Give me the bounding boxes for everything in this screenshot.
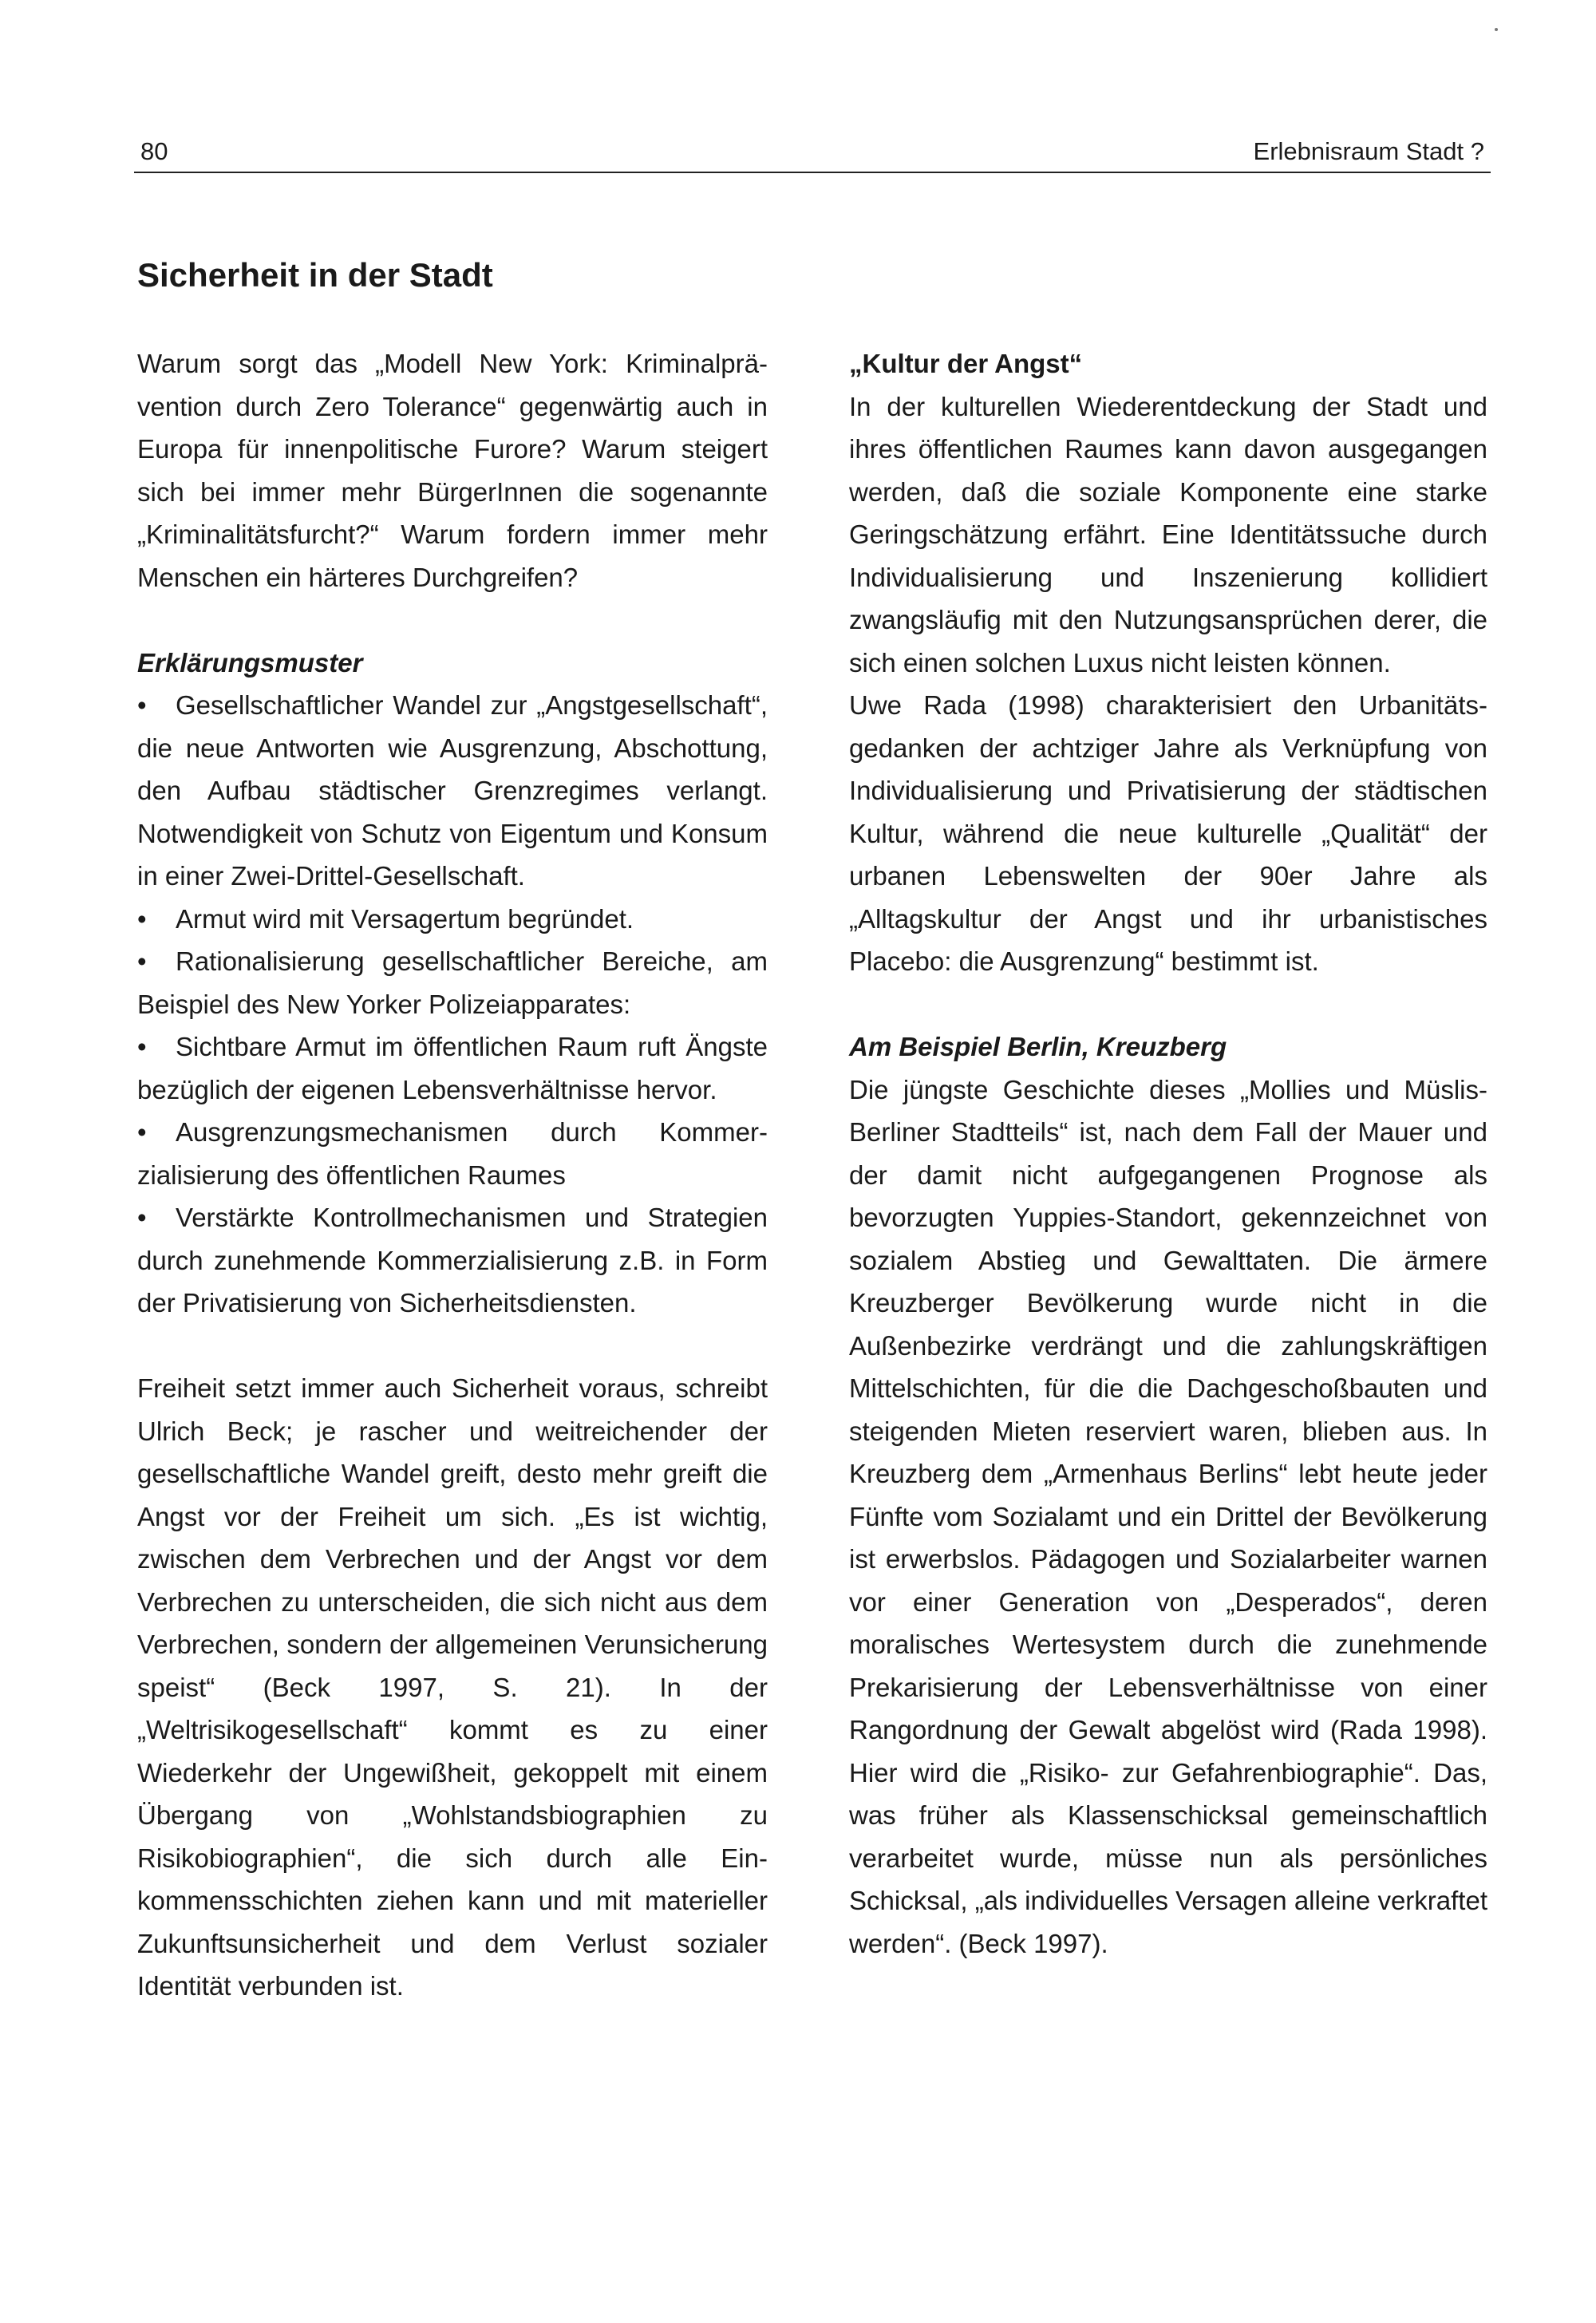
- bullet-item: • Gesellschaftlicher Wandel zur „Angstgesellschaft“, die neue Antworten wie Ausgrenzung, Abschottung, den Aufbau städtischer Grenzregimes verlangt. Notwendigkeit von Schutz von Eigentum und Konsum in einer Zwei-Drittel-Gesellschaft.: [137, 684, 768, 898]
- page-header: [134, 132, 1491, 173]
- running-title: Erlebnisraum Stadt ?: [1253, 137, 1484, 165]
- berlin-heading: Am Beispiel Berlin, Kreuzberg: [849, 1032, 1227, 1061]
- page-number: 80: [140, 137, 168, 165]
- intro-paragraph: Warum sorgt das „Modell New York: Kriminalprävention durch Zero Tolerance“ gegenwärtig auch in Europa für innenpolitische Furore? Warum steigert sich bei immer mehr BürgerInnen die sogenannte „Kriminalitätsfurcht?“ Warum fordern immer mehr Menschen ein härteres Durchgreifen?: [137, 349, 768, 592]
- bullet-item: • Ausgrenzungsmechanismen durch Kommerzialisierung des öffentlichen Raumes: [137, 1111, 768, 1196]
- bullet-icon: •: [137, 1203, 147, 1232]
- kultur-heading: „Kultur der Angst“: [849, 349, 1083, 378]
- erklaerung-heading: Erklärungsmuster: [137, 647, 363, 678]
- bullet-icon: •: [137, 1032, 147, 1061]
- bullet-item: • Rationalisierung gesellschaftlicher Bereiche, am Beispiel des New Yorker Polizeiapparates:: [137, 940, 768, 1025]
- kultur-paragraph-1: In der kulturellen Wiederentdeckung der Stadt und ihres öffentlichen Raumes kann davon ausgegangen werden, daß die soziale Komponente eine starke Geringschätzung erfährt. Eine Identitätssuche durch Individualisierung und Inszenierung kollidiert zwangsläufig mit den Nutzungsansprüchen derer, die sich einen solchen Luxus nicht leisten können.: [849, 391, 1487, 678]
- bullet-icon: •: [137, 903, 147, 934]
- bullet-icon: •: [137, 690, 147, 720]
- bullet-icon: •: [137, 946, 147, 976]
- page-title: Sicherheit in der Stadt: [137, 256, 493, 294]
- bullet-item: • Armut wird mit Versagertum begründet.: [137, 898, 768, 941]
- right-column: [849, 342, 1487, 1965]
- scan-speck: [1495, 28, 1498, 31]
- bullet-icon: •: [137, 1117, 147, 1147]
- left-column: [137, 342, 768, 2008]
- bullet-item: • Sichtbare Armut im öffentlichen Raum ruft Ängste bezüglich der eigenen Lebensverhältnisse hervor.: [137, 1025, 768, 1111]
- kultur-paragraph-2: Uwe Rada (1998) charakterisiert den Urbanitätsgedanken der achtziger Jahre als Verknüpfung von Individualisierung und Privatisierung der städtischen Kultur, während die neue kulturelle „Qualität“ der urbanen Lebenswelten der 90er Jahre als „Alltagskultur der Angst und ihr urbanistisches Placebo: die Ausgrenzung“ bestimmt ist.: [849, 690, 1487, 976]
- freiheit-paragraph: Freiheit setzt immer auch Sicherheit voraus, schreibt Ulrich Beck; je rascher und weitreichender der gesellschaftliche Wandel greift, desto mehr greift die Angst vor der Freiheit um sich. „Es ist wichtig, zwischen dem Verbrechen und der Angst vor dem Verbrechen zu unterscheiden, die sich nicht aus dem Verbrechen, sondern der allgemeinen Verunsicherung speist“ (Beck 1997, S. 21). In der „Weltrisikogesellschaft“ kommt es zu einer Wiederkehr der Ungewißheit, gekoppelt mit einem Übergang von „Wohlstandsbiographien zu Risikobiographien“, die sich durch alle Einkommensschichten ziehen kann und mit materieller Zukunftsunsicherheit und dem Verlust sozialer Identität verbunden ist.: [137, 1373, 768, 2001]
- bullet-item: • Verstärkte Kontrollmechanismen und Strategien durch zunehmende Kommerzialisierung z.B. in Form der Privatisierung von Sicherheitsdiensten.: [137, 1196, 768, 1325]
- berlin-paragraph: Die jüngste Geschichte dieses „Mollies und Müslis-Berliner Stadtteils“ ist, nach dem Fall der Mauer und der damit nicht aufgegangenen Prognose als bevorzugten Yuppies-Standort, gekennzeichnet von sozialem Abstieg und Gewalttaten. Die ärmere Kreuzberger Bevölkerung wurde nicht in die Außenbezirke verdrängt und die zahlungskräftigen Mittelschichten, für die die Dachgeschoßbauten und steigenden Mieten reserviert waren, blieben aus. In Kreuzberg dem „Armenhaus Berlins“ lebt heute jeder Fünfte vom Sozialamt und ein Drittel der Bevölkerung ist erwerbslos. Pädagogen und Sozialarbeiter warnen vor einer Generation von „Desperados“, deren moralisches Wertesystem durch die zunehmende Prekarisierung der Lebensverhältnisse von einer Rangordnung der Gewalt abgelöst wird (Rada 1998). Hier wird die „Risiko- zur Gefahrenbiographie“. Das, was früher als Klassenschicksal gemeinschaftlich verarbeitet wurde, müsse nun als persönliches Schicksal, „als individuelles Versagen alleine verkraftet werden“. (Beck 1997).: [849, 1074, 1487, 1958]
